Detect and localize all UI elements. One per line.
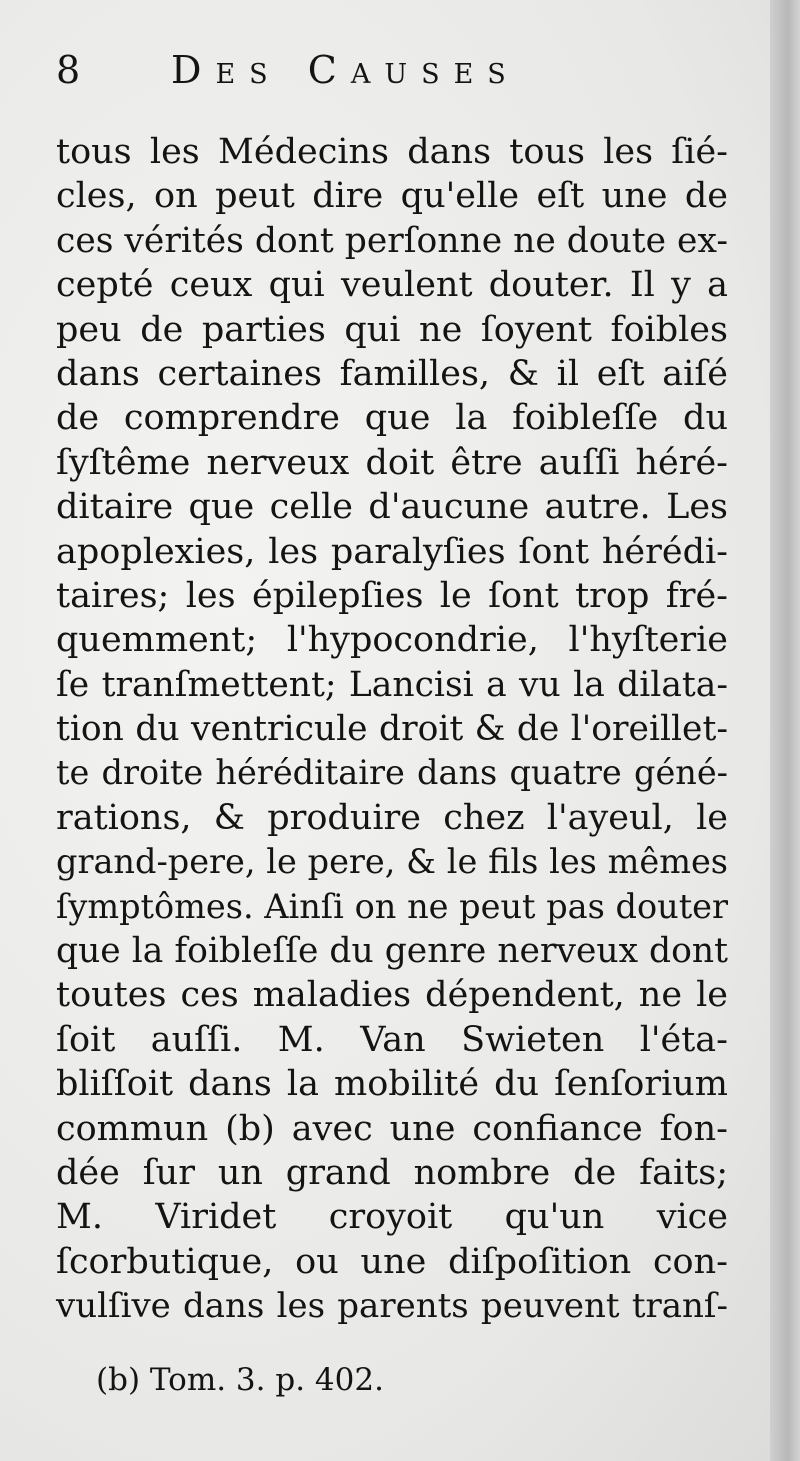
text-line: commun (b) avec une confiance fon-: [56, 1108, 728, 1149]
text-line: de comprendre que la foibleſſe du: [56, 398, 728, 439]
text-line: ſe tranſmettent; Lancisi a vu la dilata-: [56, 664, 728, 705]
text-line: ſcorbutique, ou une diſpoſition con-: [56, 1241, 728, 1282]
text-line: que la foibleſſe du genre nerveux dont: [56, 931, 728, 972]
text-line: cepté ceux qui veulent douter. Il y a: [56, 265, 728, 306]
text-line: peu de parties qui ne ſoyent foibles: [56, 309, 728, 350]
text-line: ditaire que celle d'aucune autre. Les: [56, 487, 728, 528]
footnote: (b) Tom. 3. p. 402.: [96, 1362, 384, 1398]
book-gutter: [770, 0, 800, 1461]
text-line: te droite héréditaire dans quatre géné-: [56, 753, 728, 793]
text-line: dée ſur un grand nombre de faits;: [56, 1152, 728, 1193]
text-line: taires; les épilepſies le ſont trop fré-: [56, 575, 728, 616]
page-header: [56, 48, 736, 108]
text-line: ſyſtême nerveux doit être auſſi héré-: [56, 442, 728, 483]
running-head: Des Causes: [171, 48, 520, 92]
text-line: bliſſoit dans la mobilité du ſenſorium: [56, 1064, 728, 1105]
text-line: tous les Médecins dans tous les ſié-: [56, 132, 728, 172]
text-line: tion du ventricule droit & de l'oreillet-: [56, 709, 728, 750]
text-line: ſymptômes. Ainſi on ne peut pas douter: [56, 886, 728, 926]
text-line: toutes ces maladies dépendent, ne le: [56, 975, 728, 1016]
text-line: quemment; l'hypocondrie, l'hyſterie: [56, 620, 728, 661]
text-line: M. Viridet croyoit qu'un vice: [56, 1197, 728, 1238]
text-line: ces vérités dont perſonne ne doute ex-: [56, 220, 728, 261]
text-line: cles, on peut dire qu'elle eſt une de: [56, 176, 728, 217]
text-line: apoplexies, les paralyſies ſont hérédi-: [56, 531, 728, 572]
text-line: grand-pere, le pere, & le fils les mêmes: [56, 842, 728, 882]
page-number: 8: [56, 48, 81, 92]
text-line: dans certaines familles, & il eſt aiſé: [56, 353, 728, 394]
text-line: ſoit auſſi. M. Van Swieten l'éta-: [56, 1019, 728, 1060]
text-line: vulſive dans les parents peuvent tranſ-: [56, 1286, 728, 1327]
body-text: [56, 130, 728, 1329]
text-line: rations, & produire chez l'ayeul, le: [56, 797, 728, 838]
